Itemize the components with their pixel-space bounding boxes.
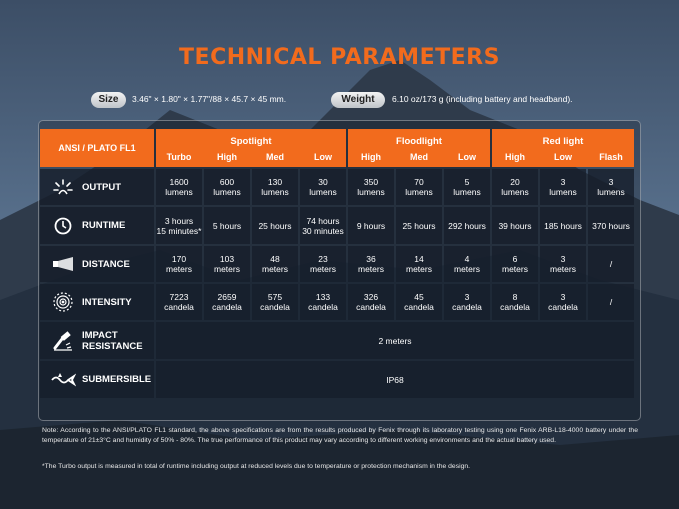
row-label-text: OUTPUT <box>82 181 122 193</box>
table-cell: 25 hours <box>396 207 442 244</box>
impact-icon <box>50 331 76 351</box>
table-cell: 3 lumens <box>540 169 586 205</box>
mode-header: High <box>505 152 525 162</box>
table-cell: 9 hours <box>348 207 394 244</box>
table-cell: 3 candela <box>444 284 490 320</box>
mode-header: High <box>361 152 381 162</box>
row-label-submersible <box>40 361 154 398</box>
mode-header: Low <box>458 152 476 162</box>
weight-value: 6.10 oz/173 g (including battery and headband). <box>392 94 573 104</box>
table-cell: 370 hours <box>588 207 634 244</box>
mode-header: Med <box>410 152 428 162</box>
table-cell: 14 meters <box>396 246 442 282</box>
size-label-pill: Size <box>91 92 126 108</box>
mode-header: Flash <box>599 152 623 162</box>
table-cell: 326 candela <box>348 284 394 320</box>
output-burst-icon <box>50 177 76 197</box>
row-label-distance <box>40 246 154 282</box>
row-label-text: INTENSITY <box>82 296 132 308</box>
row-label-runtime <box>40 207 154 244</box>
page-title: TECHNICAL PARAMETERS <box>179 45 500 70</box>
row-label-impact-resistance <box>40 322 154 359</box>
table-corner-header: ANSI / PLATO FL1 <box>40 129 154 167</box>
table-cell: 575 candela <box>252 284 298 320</box>
table-cell: 3 candela <box>540 284 586 320</box>
mode-header: Low <box>314 152 332 162</box>
table-cell: 3 lumens <box>588 169 634 205</box>
beam-distance-icon <box>50 254 76 274</box>
footnote-turbo: *The Turbo output is measured in total of runtime including output at reduced levels due to temperature or protection mechanism in the design. <box>42 463 471 470</box>
group-label: Spotlight <box>230 135 272 147</box>
table-cell: 170 meters <box>156 246 202 282</box>
row-label-text: SUBMERSIBLE <box>82 374 152 385</box>
group-label: Floodlight <box>396 135 442 147</box>
row-label-intensity <box>40 284 154 320</box>
table-cell: 103 meters <box>204 246 250 282</box>
mode-header: Med <box>266 152 284 162</box>
table-cell: 350 lumens <box>348 169 394 205</box>
weight-label-pill: Weight <box>331 92 385 108</box>
row-label-output <box>40 169 154 205</box>
table-cell: 5 hours <box>204 207 250 244</box>
table-cell: 20 lumens <box>492 169 538 205</box>
table-cell: 2659 candela <box>204 284 250 320</box>
table-cell: 8 candela <box>492 284 538 320</box>
table-cell: 5 lumens <box>444 169 490 205</box>
table-cell: 48 meters <box>252 246 298 282</box>
table-cell: 3 meters <box>540 246 586 282</box>
row-span-value: 2 meters <box>156 322 634 359</box>
table-cell: 36 meters <box>348 246 394 282</box>
table-cell: 130 lumens <box>252 169 298 205</box>
table-cell: 133 candela <box>300 284 346 320</box>
table-cell: 3 hours 15 minutes* <box>156 207 202 244</box>
table-cell: 39 hours <box>492 207 538 244</box>
table-cell: 292 hours <box>444 207 490 244</box>
table-cell: 185 hours <box>540 207 586 244</box>
table-cell: 45 candela <box>396 284 442 320</box>
table-cell: 74 hours 30 minutes <box>300 207 346 244</box>
table-cell: 23 meters <box>300 246 346 282</box>
mode-header: Turbo <box>166 152 192 162</box>
table-cell: / <box>588 246 634 282</box>
row-label-text: IMPACT RESISTANCE <box>82 329 143 352</box>
submersible-icon <box>50 370 76 390</box>
group-label: Red light <box>542 135 584 147</box>
table-cell: 600 lumens <box>204 169 250 205</box>
row-span-value: IP68 <box>156 361 634 398</box>
footnote-standard: Note: According to the ANSI/PLATO FL1 standard, the above specifications are from the results produced by Fenix through its laboratory testing using one Fenix ARB-L18-4000 battery under the temperature of 21±3°C and humidity of 50% - 80%. The true performance of this product may vary according to different working environments and the actual battery used. <box>42 427 638 444</box>
table-cell: 1600 lumens <box>156 169 202 205</box>
row-label-text: DISTANCE <box>82 258 130 270</box>
mode-header: High <box>217 152 237 162</box>
table-cell: 25 hours <box>252 207 298 244</box>
table-cell: / <box>588 284 634 320</box>
size-value: 3.46" × 1.80" × 1.77"/88 × 45.7 × 45 mm. <box>132 94 287 104</box>
table-cell: 6 meters <box>492 246 538 282</box>
mode-header: Low <box>554 152 572 162</box>
table-cell: 4 meters <box>444 246 490 282</box>
intensity-target-icon <box>50 292 76 312</box>
clock-icon <box>50 216 76 236</box>
row-label-text: RUNTIME <box>82 220 126 231</box>
table-cell: 30 lumens <box>300 169 346 205</box>
table-cell: 7223 candela <box>156 284 202 320</box>
table-cell: 70 lumens <box>396 169 442 205</box>
